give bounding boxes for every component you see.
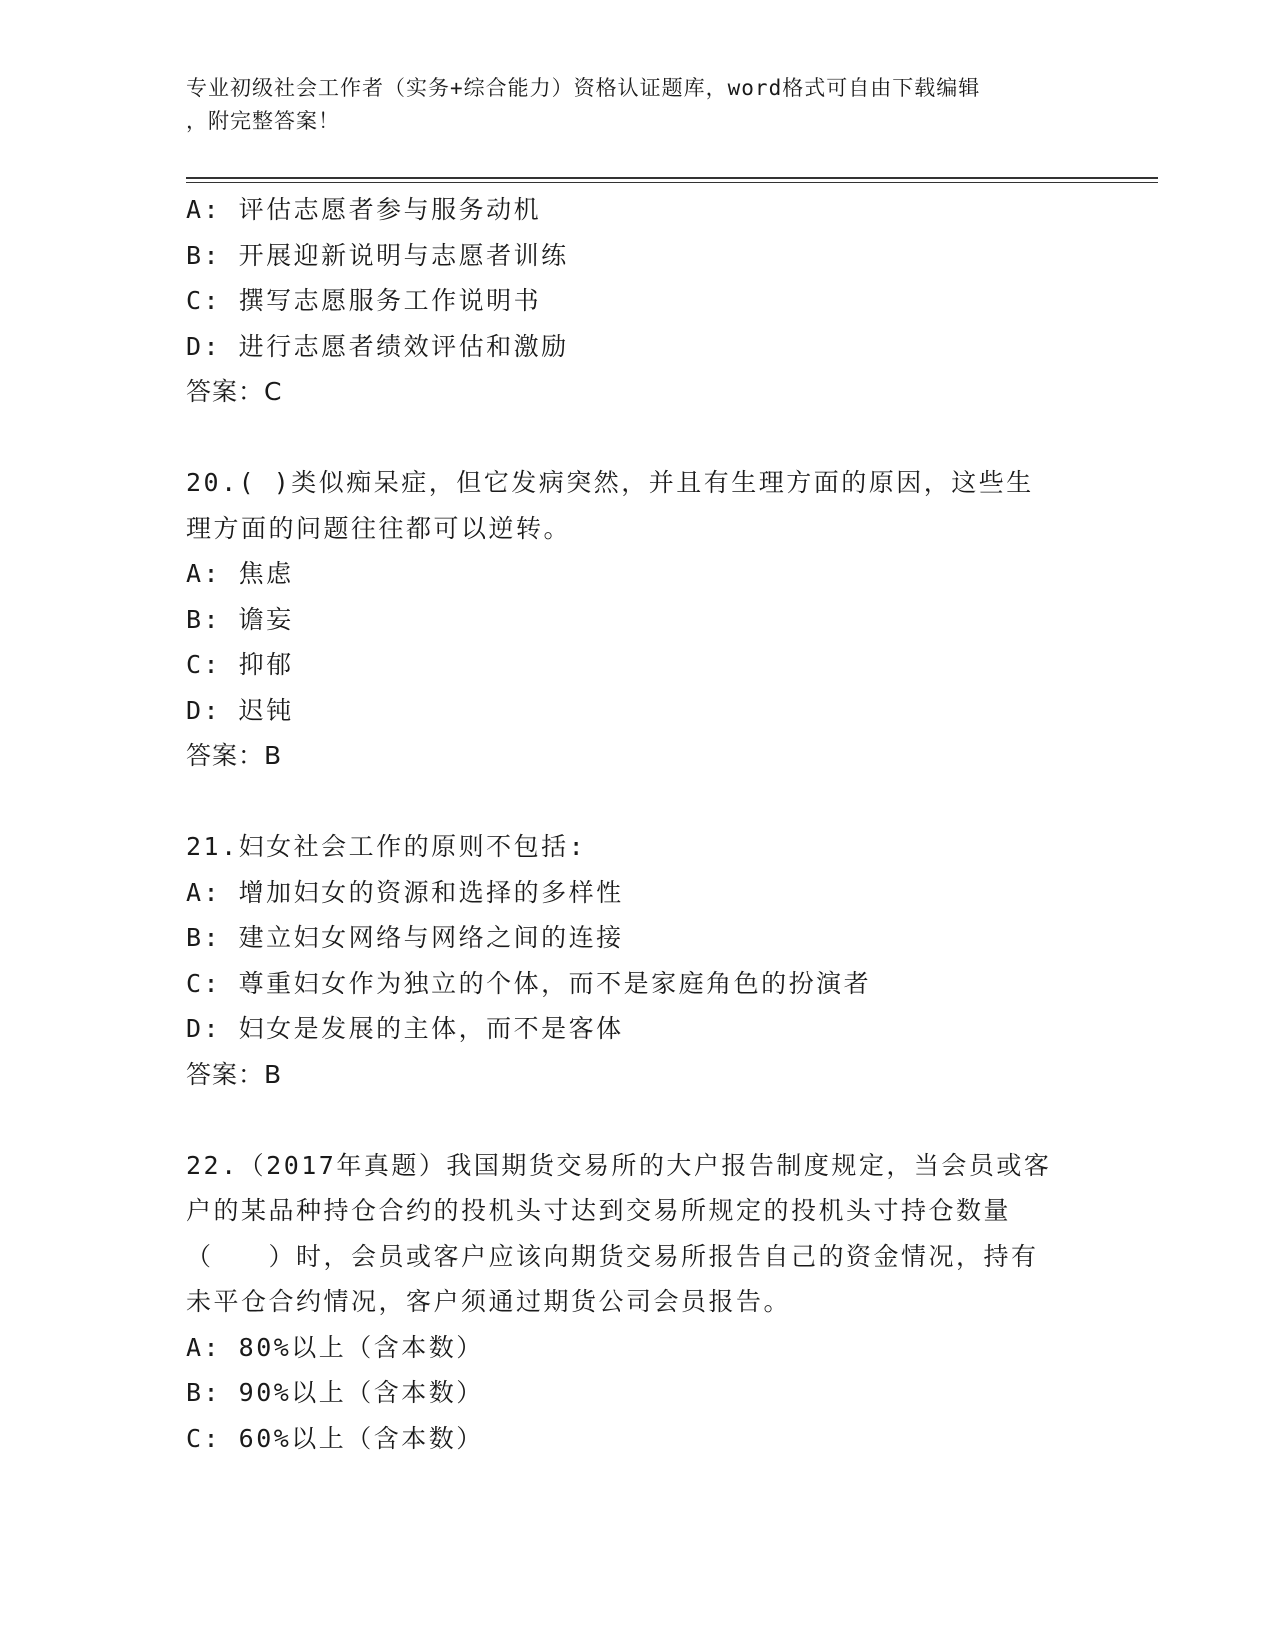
option-b: B: 建立妇女网络与网络之间的连接 [186,923,624,952]
header-line-2: ，附完整答案！ [186,109,340,133]
option-c: C: 尊重妇女作为独立的个体，而不是家庭角色的扮演者 [186,968,872,998]
option-c: C: 撰写志愿服务工作说明书 [186,286,542,315]
question-stem-line: 21.妇女社会工作的原则不包括: [186,832,587,861]
option-d: D: 妇女是发展的主体，而不是客体 [186,1014,624,1043]
answer-line: 答案：B [186,1059,283,1089]
question-list [186,187,1086,1461]
question-stem-line: 未平仓合约情况，客户须通过期货公司会员报告。 [186,1287,792,1316]
option-b: B: 90%以上（含本数） [186,1378,484,1407]
question-19 [186,187,1086,415]
question-stem-line: 理方面的问题往往都可以逆转。 [186,513,572,543]
question-stem-line: 20.( )类似痴呆症，但它发病突然，并且有生理方面的原因，这些生 [186,468,1034,497]
question-stem-line: 户的某品种持仓合约的投机头寸达到交易所规定的投机头寸持仓数量 [186,1196,1012,1225]
spacer [186,779,1086,825]
answer-line: 答案：C [186,377,283,406]
question-20 [186,460,1086,779]
question-21 [186,824,1086,1097]
option-d: D: 迟钝 [186,695,294,725]
header-line-1: 专业初级社会工作者（实务+综合能力）资格认证题库，word格式可自由下载编辑 [186,76,981,100]
question-22 [186,1143,1086,1462]
option-a: A: 焦虑 [186,559,294,588]
document-header [186,72,1086,138]
question-stem-line: 22.（2017年真题）我国期货交易所的大户报告制度规定，当会员或客 [186,1150,1052,1180]
question-stem-line: （ ）时，会员或客户应该向期货交易所报告自己的资金情况，持有 [186,1241,1039,1271]
header-divider [186,177,1158,183]
answer-line: 答案：B [186,741,283,770]
option-c: C: 抑郁 [186,650,294,679]
option-a: A: 80%以上（含本数） [186,1332,484,1362]
option-b: B: 谵妄 [186,604,294,634]
option-a: A: 增加妇女的资源和选择的多样性 [186,877,624,907]
option-b: B: 开展迎新说明与志愿者训练 [186,240,569,270]
option-c: C: 60%以上（含本数） [186,1423,484,1453]
option-a: A: 评估志愿者参与服务动机 [186,195,542,224]
spacer [186,1097,1086,1143]
spacer [186,415,1086,461]
option-d: D: 进行志愿者绩效评估和激励 [186,331,569,361]
